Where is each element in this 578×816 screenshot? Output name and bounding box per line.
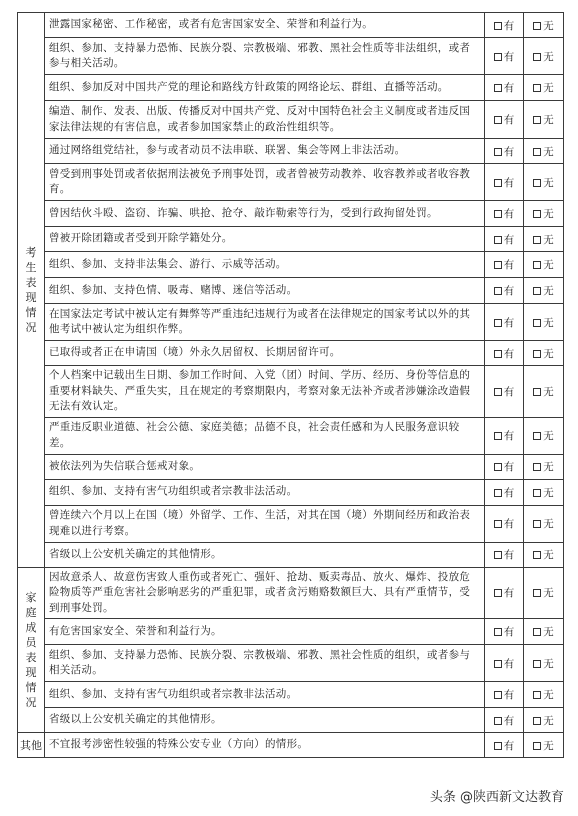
option-yes[interactable]	[485, 164, 524, 201]
checkbox-icon[interactable]	[533, 660, 541, 668]
option-no-label: 无	[543, 259, 554, 271]
table-row	[18, 542, 564, 567]
item-text: 组织、参加、支持非法集会、游行、示威等活动。	[45, 252, 485, 278]
table-row	[18, 366, 564, 418]
checkbox-icon[interactable]	[494, 589, 502, 597]
option-no-label: 无	[543, 145, 554, 158]
option-yes[interactable]	[485, 619, 524, 645]
checkbox-icon[interactable]	[533, 717, 541, 725]
option-yes[interactable]	[485, 304, 524, 341]
checkbox-icon[interactable]	[533, 520, 541, 528]
option-no-label: 无	[543, 385, 554, 398]
table-row	[18, 682, 564, 708]
option-yes[interactable]	[485, 75, 524, 101]
option-yes-label: 有	[503, 430, 515, 442]
table-row	[18, 417, 564, 454]
checkbox-icon[interactable]	[533, 148, 541, 156]
table-row	[18, 304, 564, 341]
option-yes-label: 有	[503, 347, 515, 360]
option-yes[interactable]	[485, 38, 524, 75]
checkbox-icon[interactable]	[533, 116, 541, 124]
option-yes-label: 有	[503, 114, 515, 126]
item-text: 组织、参加、支持暴力恐怖、民族分裂、宗教极端、邪教、黑社会性质等非法组织，或者参与相关活动。	[45, 38, 485, 75]
checkbox-icon[interactable]	[494, 628, 502, 636]
checkbox-icon[interactable]	[494, 53, 502, 61]
option-yes[interactable]	[485, 567, 524, 619]
table-row	[18, 454, 564, 479]
option-no[interactable]	[524, 201, 564, 227]
option-no-label: 无	[543, 626, 554, 638]
option-no[interactable]	[524, 366, 564, 418]
option-yes-label: 有	[503, 626, 515, 638]
checkbox-icon[interactable]	[494, 660, 502, 668]
option-yes[interactable]	[485, 139, 524, 164]
checkbox-icon[interactable]	[533, 236, 541, 244]
table-row	[18, 101, 564, 139]
item-text: 省级以上公安机关确定的其他情形。	[45, 542, 485, 567]
checkbox-icon[interactable]	[533, 628, 541, 636]
option-no-label: 无	[543, 176, 554, 189]
option-no-label: 无	[543, 316, 554, 329]
option-no-label: 无	[543, 19, 554, 32]
table-row	[18, 164, 564, 201]
option-no[interactable]	[524, 479, 564, 505]
checkbox-icon[interactable]	[533, 53, 541, 61]
option-yes[interactable]	[485, 252, 524, 278]
option-no-label: 无	[543, 587, 554, 600]
table-row	[18, 479, 564, 505]
option-no[interactable]	[524, 139, 564, 164]
checkbox-icon[interactable]	[494, 84, 502, 92]
option-yes[interactable]	[485, 366, 524, 418]
option-no[interactable]	[524, 682, 564, 708]
item-text: 泄露国家秘密、工作秘密，或者有危害国家安全、荣誉和利益行为。	[45, 13, 485, 38]
option-no[interactable]	[524, 733, 564, 758]
category-label	[18, 733, 45, 758]
option-yes-label: 有	[503, 285, 515, 297]
checkbox-icon[interactable]	[533, 551, 541, 559]
option-yes[interactable]	[485, 227, 524, 252]
option-no-label: 无	[543, 518, 554, 530]
option-yes[interactable]	[485, 101, 524, 139]
table-row	[18, 139, 564, 164]
checkbox-icon[interactable]	[533, 463, 541, 471]
option-no[interactable]	[524, 619, 564, 645]
option-no[interactable]	[524, 101, 564, 139]
checkbox-icon[interactable]	[494, 116, 502, 124]
option-no[interactable]	[524, 227, 564, 252]
option-yes-label: 有	[503, 461, 515, 473]
checkbox-icon[interactable]	[533, 432, 541, 440]
checkbox-icon[interactable]	[494, 520, 502, 528]
checkbox-icon[interactable]	[494, 350, 502, 358]
checkbox-icon[interactable]	[494, 148, 502, 156]
option-yes[interactable]	[485, 201, 524, 227]
table-row	[18, 645, 564, 682]
checkbox-icon[interactable]	[494, 261, 502, 269]
option-no-label: 无	[543, 50, 554, 63]
option-no[interactable]	[524, 278, 564, 304]
checkbox-icon[interactable]	[533, 84, 541, 92]
option-yes[interactable]	[485, 645, 524, 682]
option-no-label: 无	[543, 689, 554, 701]
option-yes[interactable]	[485, 542, 524, 567]
option-yes-label: 有	[503, 486, 515, 499]
checkbox-icon[interactable]	[494, 210, 502, 218]
item-text: 编造、制作、发表、出版、传播反对中国共产党、反对中国特色社会主义制度或者违反国家法律法规的有害信息，或者参加国家禁止的政治性组织等。	[45, 101, 485, 139]
option-yes-label: 有	[503, 518, 515, 530]
option-no-label: 无	[543, 714, 554, 727]
option-no-label: 无	[543, 430, 554, 442]
table-row	[18, 75, 564, 101]
option-no[interactable]	[524, 542, 564, 567]
option-no[interactable]	[524, 567, 564, 619]
option-no-label: 无	[543, 657, 554, 670]
item-text: 通过网络组党结社，参与或者动员不法串联、联署、集会等网上非法活动。	[45, 139, 485, 164]
option-yes[interactable]	[485, 417, 524, 454]
item-text: 不宜报考涉密性较强的特殊公安专业（方向）的情形。	[45, 733, 485, 758]
option-yes-label: 有	[503, 689, 515, 701]
table-row	[18, 733, 564, 758]
option-yes-label: 有	[503, 657, 515, 670]
option-yes-label: 有	[503, 549, 515, 561]
table-row	[18, 201, 564, 227]
table-row	[18, 505, 564, 542]
option-yes-label: 有	[503, 385, 515, 398]
option-yes-label: 有	[503, 587, 515, 600]
option-yes-label: 有	[503, 208, 515, 220]
checkbox-icon[interactable]	[533, 742, 541, 750]
checkbox-icon[interactable]	[494, 179, 502, 187]
checkbox-icon[interactable]	[533, 489, 541, 497]
checkbox-icon[interactable]	[494, 551, 502, 559]
checkbox-icon[interactable]	[533, 691, 541, 699]
option-no[interactable]	[524, 505, 564, 542]
option-yes[interactable]	[485, 341, 524, 366]
item-text: 在国家法定考试中被认定有舞弊等严重违纪违规行为或者在法律规定的国家考试以外的其他考试中被认定为组织作弊。	[45, 304, 485, 341]
option-no[interactable]	[524, 417, 564, 454]
item-text: 曾受到刑事处罚或者依据刑法被免予刑事处罚，或者曾被劳动教养、收容教养或者收容教育。	[45, 164, 485, 201]
table-row	[18, 567, 564, 619]
option-yes-label: 有	[503, 145, 515, 158]
option-no[interactable]	[524, 708, 564, 733]
checkbox-icon[interactable]	[494, 287, 502, 295]
checkbox-icon[interactable]	[533, 388, 541, 396]
checkbox-icon[interactable]	[494, 432, 502, 440]
checkbox-icon[interactable]	[494, 742, 502, 750]
item-text: 曾被开除团籍或者受到开除学籍处分。	[45, 227, 485, 252]
option-yes[interactable]	[485, 733, 524, 758]
option-no-label: 无	[543, 549, 554, 561]
option-no[interactable]	[524, 75, 564, 101]
option-no-label: 无	[543, 347, 554, 360]
option-no-label: 无	[543, 739, 554, 752]
option-yes-label: 有	[503, 316, 515, 329]
option-no[interactable]	[524, 454, 564, 479]
item-text: 曾连续六个月以上在国（境）外留学、工作、生活，对其在国（境）外期间经历和政治表现难以进行考察。	[45, 505, 485, 542]
option-no[interactable]	[524, 341, 564, 366]
option-yes[interactable]	[485, 479, 524, 505]
option-yes[interactable]	[485, 505, 524, 542]
category-label	[18, 567, 45, 733]
checkbox-icon[interactable]	[533, 22, 541, 30]
option-no[interactable]	[524, 38, 564, 75]
table-row	[18, 341, 564, 366]
item-text: 个人档案中记载出生日期、参加工作时间、入党（团）时间、学历、经历、身份等信息的重要材料缺失、严重失实，且在规定的考察期限内，考察对象无法补齐或者涉嫌涂改造假无法有效认定。	[45, 366, 485, 418]
category-text: 考生表现情况	[25, 245, 37, 334]
option-yes-label: 有	[503, 233, 515, 246]
option-yes[interactable]	[485, 708, 524, 733]
item-text: 已取得或者正在申请国（境）外永久居留权、长期居留许可。	[45, 341, 485, 366]
checkbox-icon[interactable]	[494, 463, 502, 471]
option-yes-label: 有	[503, 739, 515, 752]
category-text: 家庭成员表现情况	[25, 590, 37, 709]
option-no-label: 无	[543, 82, 554, 94]
table-row	[18, 278, 564, 304]
checkbox-icon[interactable]	[533, 350, 541, 358]
table-row	[18, 13, 564, 38]
item-text: 组织、参加、支持暴力恐怖、民族分裂、宗教极端、邪教、黑社会性质的组织，或者参与相关活动。	[45, 645, 485, 682]
category-label	[18, 13, 45, 568]
checkbox-icon[interactable]	[533, 287, 541, 295]
checkbox-icon[interactable]	[533, 179, 541, 187]
table-row	[18, 619, 564, 645]
option-no-label: 无	[543, 285, 554, 297]
item-text: 曾因结伙斗殴、盗窃、诈骗、哄抢、抢夺、敲诈勒索等行为，受到行政拘留处罚。	[45, 201, 485, 227]
checkbox-icon[interactable]	[494, 236, 502, 244]
option-no-label: 无	[543, 208, 554, 220]
table-row	[18, 227, 564, 252]
option-yes-label: 有	[503, 50, 515, 63]
option-yes-label: 有	[503, 259, 515, 271]
watermark: 头条 @陕西新文达教育	[429, 790, 564, 805]
option-yes-label: 有	[503, 82, 515, 94]
table-row	[18, 38, 564, 75]
item-text: 严重违反职业道德、社会公德、家庭美德；品德不良，社会责任感和为人民服务意识较差。	[45, 417, 485, 454]
review-form-table	[17, 12, 564, 758]
option-no[interactable]	[524, 252, 564, 278]
option-yes[interactable]	[485, 682, 524, 708]
checkbox-icon[interactable]	[533, 319, 541, 327]
checkbox-icon[interactable]	[494, 489, 502, 497]
option-yes[interactable]	[485, 454, 524, 479]
item-text: 组织、参加、支持色情、吸毒、赌博、迷信等活动。	[45, 278, 485, 304]
option-yes[interactable]	[485, 13, 524, 38]
review-form-body	[18, 13, 564, 758]
item-text: 省级以上公安机关确定的其他情形。	[45, 708, 485, 733]
checkbox-icon[interactable]	[494, 22, 502, 30]
item-text: 组织、参加、支持有害气功组织或者宗教非法活动。	[45, 479, 485, 505]
option-no[interactable]	[524, 164, 564, 201]
option-no-label: 无	[543, 461, 554, 473]
checkbox-icon[interactable]	[494, 691, 502, 699]
category-text: 其他	[20, 738, 42, 752]
option-no[interactable]	[524, 13, 564, 38]
item-text: 组织、参加反对中国共产党的理论和路线方针政策的网络论坛、群组、直播等活动。	[45, 75, 485, 101]
checkbox-icon[interactable]	[533, 210, 541, 218]
item-text: 因故意杀人、故意伤害致人重伤或者死亡、强奸、抢劫、贩卖毒品、放火、爆炸、投放危险物质等严重危害社会影响恶劣的严重犯罪，或者贪污贿赂数额巨大、具有严重情节，受到刑事处罚。	[45, 567, 485, 619]
checkbox-icon[interactable]	[494, 717, 502, 725]
checkbox-icon[interactable]	[533, 589, 541, 597]
item-text: 被依法列为失信联合惩戒对象。	[45, 454, 485, 479]
item-text: 有危害国家安全、荣誉和利益行为。	[45, 619, 485, 645]
table-row	[18, 252, 564, 278]
item-text: 组织、参加、支持有害气功组织或者宗教非法活动。	[45, 682, 485, 708]
option-no-label: 无	[543, 233, 554, 246]
checkbox-icon[interactable]	[494, 388, 502, 396]
option-yes-label: 有	[503, 176, 515, 189]
option-no-label: 无	[543, 114, 554, 126]
checkbox-icon[interactable]	[533, 261, 541, 269]
option-yes-label: 有	[503, 19, 515, 32]
table-row	[18, 708, 564, 733]
option-no-label: 无	[543, 486, 554, 499]
option-yes[interactable]	[485, 278, 524, 304]
option-no[interactable]	[524, 645, 564, 682]
checkbox-icon[interactable]	[494, 319, 502, 327]
option-yes-label: 有	[503, 714, 515, 727]
option-no[interactable]	[524, 304, 564, 341]
